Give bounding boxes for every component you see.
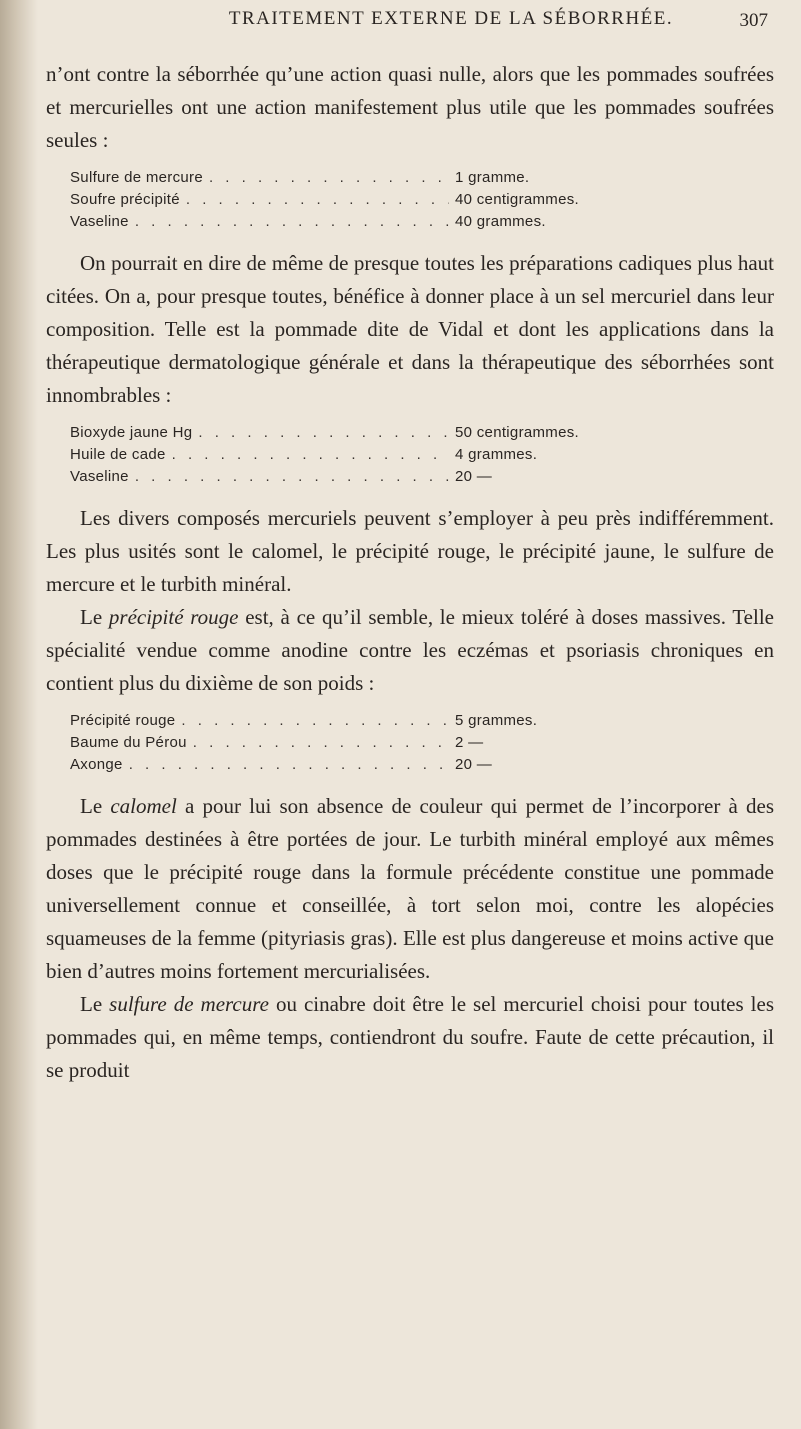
formula-row	[70, 710, 630, 732]
leader-dots	[193, 732, 449, 754]
italic-term: calomel	[110, 794, 177, 818]
paragraph-4	[46, 601, 774, 700]
quantity: 2 —	[455, 734, 484, 751]
paragraph-2: On pourrait en dire de même de presque toutes les préparations cadiques plus haut citées. On a, pour presque toutes, bénéfice à donner place à un sel mercuriel dans leur composition. Telle est la pommade dite de Vidal et dont les applications dans la thérapeutique dermatologique générale et dans la thérapeutique des séborrhées sont innombrables :	[46, 251, 774, 407]
paragraph-rest: a pour lui son absence de couleur qui permet de l’incorporer à des pommades destinées à être portées de jour. Le turbith minéral employé aux mêmes doses que le précipité rouge dans la formule précédente constitue une pommade universellement connue et conseillée, à tort selon moi, contre les alopécies squameuses de la femme (pityriasis gras). Elle est plus dangereuse et moins active que bien d’autres moins fortement mercurialisées.	[46, 794, 774, 983]
page-body	[46, 58, 774, 1087]
formula-row	[70, 732, 630, 754]
formula-red-precipitate	[70, 710, 630, 776]
leader-dots	[129, 754, 449, 776]
quantity: 1 gramme.	[455, 169, 530, 186]
leader-dots	[135, 211, 449, 233]
ingredient: Soufre précipité	[70, 191, 180, 208]
ingredient: Précipité rouge	[70, 712, 176, 729]
quantity: 40 centigrammes.	[455, 191, 580, 208]
formula-row	[70, 189, 630, 211]
ingredient: Baume du Pérou	[70, 734, 187, 751]
quantity: 40 grammes.	[455, 213, 546, 230]
running-head: TRAITEMENT EXTERNE DE LA SÉBORRHÉE.	[228, 8, 674, 29]
formula-row	[70, 167, 630, 189]
paragraph-lead: Le	[80, 794, 111, 818]
quantity: 5 grammes.	[455, 712, 538, 729]
italic-term: sulfure de mercure	[109, 992, 269, 1016]
quantity: 20 —	[455, 468, 493, 485]
book-spine-shadow	[0, 0, 38, 1429]
leader-dots	[181, 710, 449, 732]
book-page	[46, 0, 786, 1429]
page-number: 307	[739, 10, 768, 31]
paragraph-rest: ou cinabre doit être le sel mercuriel choisi pour toutes les pommades qui, en même temps, contiendront du soufre. Faute de cette précaution, il se produit	[46, 992, 774, 1082]
formula-sulfur-mercury	[70, 167, 630, 233]
leader-dots	[209, 167, 449, 189]
italic-term: précipité rouge	[108, 605, 239, 629]
paragraph-3: Les divers composés mercuriels peuvent s’employer à peu près indifféremment. Les plus usités sont le calomel, le précipité rouge, le précipité jaune, le sulfure de mercure et le turbith minéral.	[46, 506, 774, 596]
formula-row	[70, 754, 630, 776]
paragraph-rest: est, à ce qu’il semble, le mieux toléré à doses massives. Telle spécialité vendue comme anodine contre les eczémas et psoriasis chroniques en contient plus du dixième de son poids :	[46, 605, 774, 695]
leader-dots	[186, 189, 449, 211]
paragraph-6	[46, 988, 774, 1087]
formula-vidal-pommade	[70, 422, 630, 488]
paragraph-5	[46, 790, 774, 988]
formula-row	[70, 211, 630, 233]
formula-row	[70, 422, 630, 444]
ingredient: Axonge	[70, 756, 123, 773]
ingredient: Bioxyde jaune Hg	[70, 424, 193, 441]
paragraph-lead: Le	[80, 992, 110, 1016]
quantity: 50 centigrammes.	[455, 424, 580, 441]
ingredient: Vaseline	[70, 213, 129, 230]
ingredient: Sulfure de mercure	[70, 169, 203, 186]
leader-dots	[135, 466, 449, 488]
ingredient: Vaseline	[70, 468, 129, 485]
ingredient: Huile de cade	[70, 446, 166, 463]
paragraph-lead: Le	[80, 605, 109, 629]
formula-row	[70, 444, 630, 466]
quantity: 4 grammes.	[455, 446, 538, 463]
quantity: 20 —	[455, 756, 493, 773]
formula-row	[70, 466, 630, 488]
paragraph-1: n’ont contre la séborrhée qu’une action quasi nulle, alors que les pommades soufrées et mercurielles ont une action manifestement plus utile que les pommades soufrées seules :	[46, 62, 774, 152]
leader-dots	[198, 422, 449, 444]
leader-dots	[172, 444, 449, 466]
